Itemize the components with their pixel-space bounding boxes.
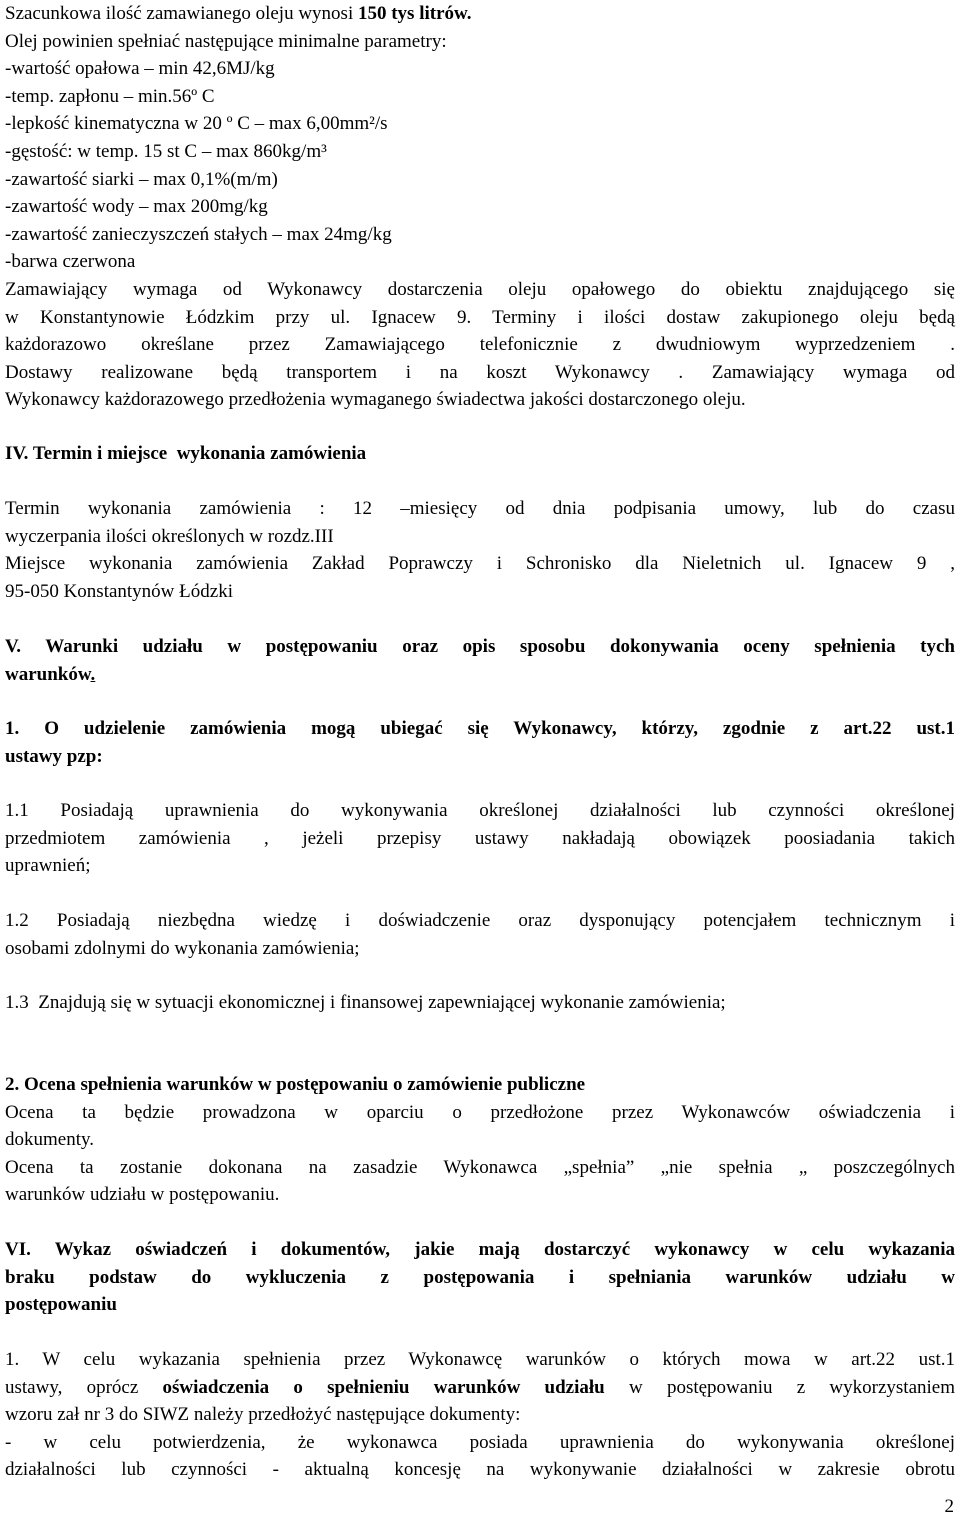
section-vi-heading: braku podstaw do wykluczenia z postępowania i spełniania warunków udziału w	[5, 1266, 955, 1288]
section-vi-line	[5, 1374, 955, 1402]
section-iv-heading: IV. Termin i miejsce wykonania zamówienia	[5, 443, 367, 464]
oil-quantity: 150 tys litrów.	[357, 3, 472, 24]
intro-line-1	[5, 0, 471, 28]
section-vi-heading: VI. Wykaz oświadczeń i dokumentów, jakie mają dostarczyć wykonawcy w celu wykazania	[5, 1239, 955, 1260]
section-vi-text: ustawy, oprócz	[5, 1376, 163, 1398]
section-v-heading: V. Warunki udziału w postępowaniu oraz opis sposobu dokonywania oceny spełnienia tych	[5, 636, 955, 657]
section-vi-line: 1. W celu wykazania spełnienia przez Wykonawcę warunków o których mowa w art.22 ust.1	[5, 1349, 955, 1370]
section-iv-line: Miejsce wykonania zamówienia Zakład Poprawczy i Schronisko dla Nieletnich ul. Ignacew 9 ,	[5, 553, 955, 575]
intro-line-2: Olej powinien spełniać następujące minimalne parametry:	[5, 30, 447, 52]
param-viscosity: -lepkość kinematyczna w 20 º C – max 6,00mm²/s	[5, 113, 388, 135]
section-vi-bold-text: oświadczenia o spełnieniu warunków udziału	[162, 1376, 605, 1398]
assessment-line: dokumenty.	[5, 1129, 95, 1151]
section-iv-line: Termin wykonania zamówienia : 12 –miesięcy od dnia podpisania umowy, lub do czasu	[5, 498, 955, 519]
condition-1-1-line: 1.1 Posiadają uprawnienia do wykonywania określonej działalności lub czynności określonej	[5, 800, 955, 821]
delivery-paragraph-line: Wykonawcy każdorazowego przedłożenia wymaganego świadectwa jakości dostarczonego oleju.	[5, 389, 746, 411]
section-vi-text: w postępowaniu z wykorzystaniem	[604, 1376, 955, 1398]
section-v-heading-dot: .	[90, 663, 96, 685]
param-sulfur: -zawartość siarki – max 0,1%(m/m)	[5, 168, 278, 190]
section-vi-line: - w celu potwierdzenia, że wykonawca posiada uprawnienia do wykonywania określonej	[5, 1431, 955, 1453]
page-number: 2	[944, 1496, 954, 1517]
section-v-heading-text: warunków	[5, 663, 91, 685]
assessment-heading: 2. Ocena spełnienia warunków w postępowaniu o zamówienie publiczne	[5, 1074, 586, 1095]
delivery-paragraph-line: każdorazowo określane przez Zamawiającego telefonicznie z dwudniowym wyprzedzeniem .	[5, 334, 955, 356]
condition-1-2-line: 1.2 Posiadają niezbędna wiedzę i doświadczenie oraz dysponujący potencjałem technicznym i	[5, 910, 955, 931]
section-vi-line: wzoru zał nr 3 do SIWZ należy przedłożyć następujące dokumenty:	[5, 1404, 521, 1426]
assessment-line: Ocena ta zostanie dokonana na zasadzie Wykonawca „spełnia” „nie spełnia „ poszczególnych	[5, 1156, 955, 1178]
intro-text: Szacunkowa ilość zamawianego oleju wynosi	[5, 3, 358, 24]
param-contaminants: -zawartość zanieczyszczeń stałych – max 24mg/kg	[5, 223, 392, 245]
section-vi-heading: postępowaniu	[5, 1294, 117, 1316]
condition-1-2-line: osobami zdolnymi do wykonania zamówienia;	[5, 937, 360, 959]
condition-1-3-line: 1.3 Znajdują się w sytuacji ekonomicznej i finansowej zapewniającej wykonanie zamówienia;	[5, 992, 726, 1013]
delivery-paragraph-line: Dostawy realizowane będą transportem i na koszt Wykonawcy . Zamawiający wymaga od	[5, 361, 955, 383]
section-iv-line: wyczerpania ilości określonych w rozdz.III	[5, 525, 334, 547]
section-v-heading-cont	[5, 661, 95, 689]
param-water: -zawartość wody – max 200mg/kg	[5, 196, 268, 218]
section-iv-line: 95-050 Konstantynów Łódzki	[5, 580, 233, 602]
section-vi-line: działalności lub czynności - aktualną koncesję na wykonywanie działalności w zakresie obrotu	[5, 1459, 955, 1481]
delivery-paragraph-line: w Konstantynowie Łódzkim przy ul. Ignacew 9. Terminy i ilości dostaw zakupionego oleju będą	[5, 306, 955, 328]
param-calorific: -wartość opałowa – min 42,6MJ/kg	[5, 58, 275, 80]
param-flash-point: -temp. zapłonu – min.56º C	[5, 85, 215, 107]
param-density: -gęstość: w temp. 15 st C – max 860kg/m³	[5, 141, 327, 162]
condition-1-1-line: uprawnień;	[5, 855, 91, 877]
condition-1-1-line: przedmiotem zamówienia , jeżeli przepisy ustawy nakładają obowiązek poosiadania takich	[5, 827, 955, 849]
assessment-line: Ocena ta będzie prowadzona w oparciu o przedłożone przez Wykonawców oświadczenia i	[5, 1101, 955, 1123]
condition-1-heading: 1. O udzielenie zamówienia mogą ubiegać się Wykonawcy, którzy, zgodnie z art.22 ust.1	[5, 718, 955, 739]
param-color: -barwa czerwona	[5, 251, 136, 273]
assessment-line: warunków udziału w postępowaniu.	[5, 1184, 280, 1206]
condition-1-heading-cont: ustawy pzp:	[5, 745, 103, 767]
delivery-paragraph-line: Zamawiający wymaga od Wykonawcy dostarczenia oleju opałowego do obiektu znajdującego się	[5, 279, 955, 300]
